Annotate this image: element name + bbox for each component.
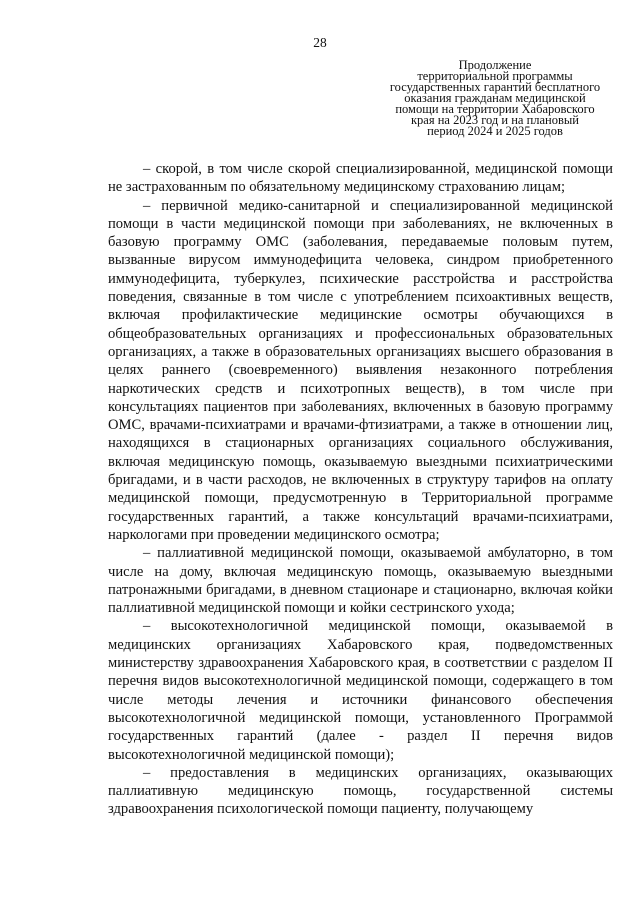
header-line: период 2024 и 2025 годов (427, 124, 563, 138)
header-line: Продолжение (458, 58, 532, 72)
paragraph: – высокотехнологичной медицинской помощи, оказываемой в медицинских организациях Хабаровского края, подведомственных министерству здравоохранения Хабаровского края, в соответствии с разделом II перечня видов высокотехнологичной медицинской помощи, содержащего в том числе методы лечения и источники финансового обеспечения высокотехнологичной медицинской помощи, установленного Программой государственных гарантий (далее - раздел II перечня видов высокотехнологичной медицинской помощи); (108, 618, 613, 763)
header-line: оказания гражданам медицинской (404, 91, 586, 105)
paragraph: – первичной медико-санитарной и специализированной медицинской помощи в части медицинской помощи при заболеваниях, не включенных в базовую программу ОМС (заболевания, передаваемые половым путем, вызванные вирусом иммунодефицита человека, синдром приобретенного иммунодефицита, туберкулез, психические расстройства и расстройства поведения, связанные в том числе с употреблением психоактивных веществ, включая профилактические медицинские осмотры обучающихся в общеобразовательных организациях и профессиональных образовательных организациях, а также в образовательных организациях высшего образования в целях раннего (своевременного) выявления незаконного потребления наркотических средств и психотропных веществ), в том числе при консультациях пациентов при заболеваниях, включенных в базовую программу ОМС, врачами-психиатрами и врачами-фтизиатрами, а также в отношении лиц, находящихся в стационарных организациях социального обслуживания, включая медицинскую помощь, оказываемую выездными психиатрическими бригадами, и в части расходов, не включенных в структуру тарифов на оплату медицинской помощи, предусмотренную в Территориальной программе государственных гарантий, а также консультаций врачами-психиатрами, наркологами при проведении медицинского осмотра; (108, 197, 613, 543)
document-header (385, 60, 605, 137)
body-text (108, 160, 613, 819)
header-line: помощи на территории Хабаровского (395, 102, 595, 116)
paragraph: – предоставления в медицинских организациях, оказывающих паллиативную медицинскую помощь, государственной системы здравоохранения психологической помощи пациенту, получающему (108, 764, 613, 818)
page-number: 28 (313, 35, 327, 50)
header-line: государственных гарантий бесплатного (389, 80, 601, 94)
paragraph: – скорой, в том числе скорой специализированной, медицинской помощи не застрахованным по обязательному медицинскому страхованию лицам; (108, 161, 613, 196)
header-line: края на 2023 год и на плановый (410, 113, 579, 127)
header-line: территориальной программы (417, 69, 573, 83)
paragraph: – паллиативной медицинской помощи, оказываемой амбулаторно, в том числе на дому, включая медицинскую помощь, оказываемую выездными патронажными бригадами, в дневном стационаре и стационарно, включая койки паллиативной медицинской помощи и койки сестринского ухода; (108, 545, 613, 617)
